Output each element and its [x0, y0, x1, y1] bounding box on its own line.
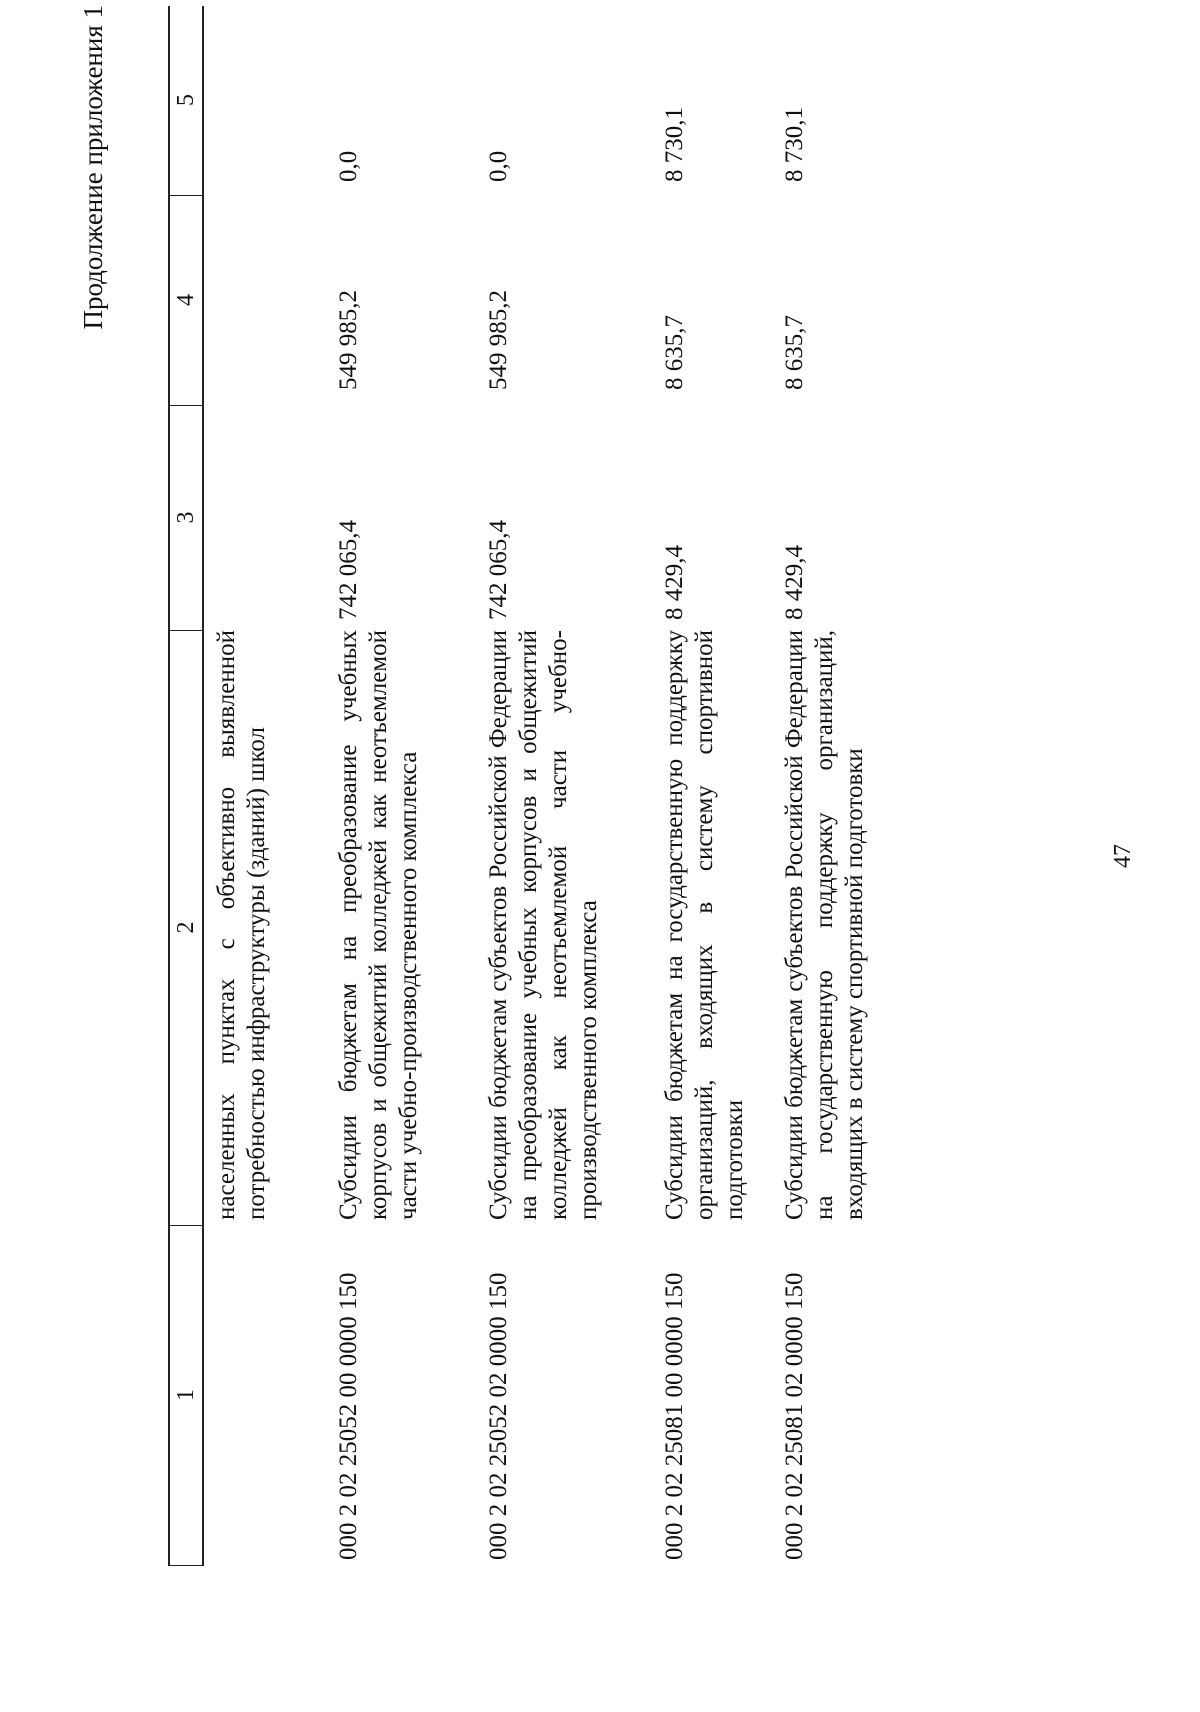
row-value-col5: 0,0	[335, 150, 362, 182]
header-col-3: 3	[170, 405, 202, 631]
page-number: 47	[1110, 844, 1136, 868]
row-name: Субсидии бюджетам на государственную поддержку организаций, входящих в систему спортивной подготовки	[661, 630, 748, 1220]
row-value-col3: 8 429,4	[781, 545, 808, 620]
row-value-col4: 8 635,7	[661, 315, 688, 390]
row-code: 000 2 02 25052 02 0000 150	[485, 1272, 512, 1560]
header-bottom-rule	[202, 6, 204, 1566]
header-col-1: 1	[170, 1225, 202, 1566]
row-value-col5: 0,0	[485, 150, 512, 182]
row-name: Субсидии бюджетам на преобразование учебных корпусов и общежитий колледжей как неотъемлемой части учебно-производственного комплекса	[335, 630, 422, 1220]
row-value-col4: 549 985,2	[485, 290, 512, 390]
row-name: Субсидии бюджетам субъектов Российской Федерации на государственную поддержку организаций, входящих в систему спортивной подготовки	[781, 630, 868, 1220]
row-value-col4: 549 985,2	[335, 290, 362, 390]
row-value-col3: 742 065,4	[485, 520, 512, 620]
header-col-5: 5	[170, 5, 202, 196]
row-value-col3: 742 065,4	[335, 520, 362, 620]
row-name: Субсидии бюджетам субъектов Российской Федерации на преобразование учебных корпусов и общежитий колледжей как неотъемлемой части учебно-производственного комплекса	[485, 630, 602, 1220]
row-value-col5: 8 730,1	[781, 107, 808, 182]
row-value-col3: 8 429,4	[661, 545, 688, 620]
row-code: 000 2 02 25081 02 0000 150	[781, 1272, 808, 1560]
row-code: 000 2 02 25081 00 0000 150	[661, 1272, 688, 1560]
row-code: 000 2 02 25052 00 0000 150	[335, 1272, 362, 1560]
row-value-col5: 8 730,1	[661, 107, 688, 182]
continuation-header	[0, 0, 108, 1000]
header-col-2: 2	[170, 630, 202, 1226]
row-name: населенных пунктах с объективно выявленной потребностью инфраструктуры (зданий) школ	[213, 630, 270, 1220]
continuation-label: Продолжение приложения 1	[78, 5, 108, 330]
row-value-col4: 8 635,7	[781, 315, 808, 390]
header-col-4: 4	[170, 195, 202, 406]
